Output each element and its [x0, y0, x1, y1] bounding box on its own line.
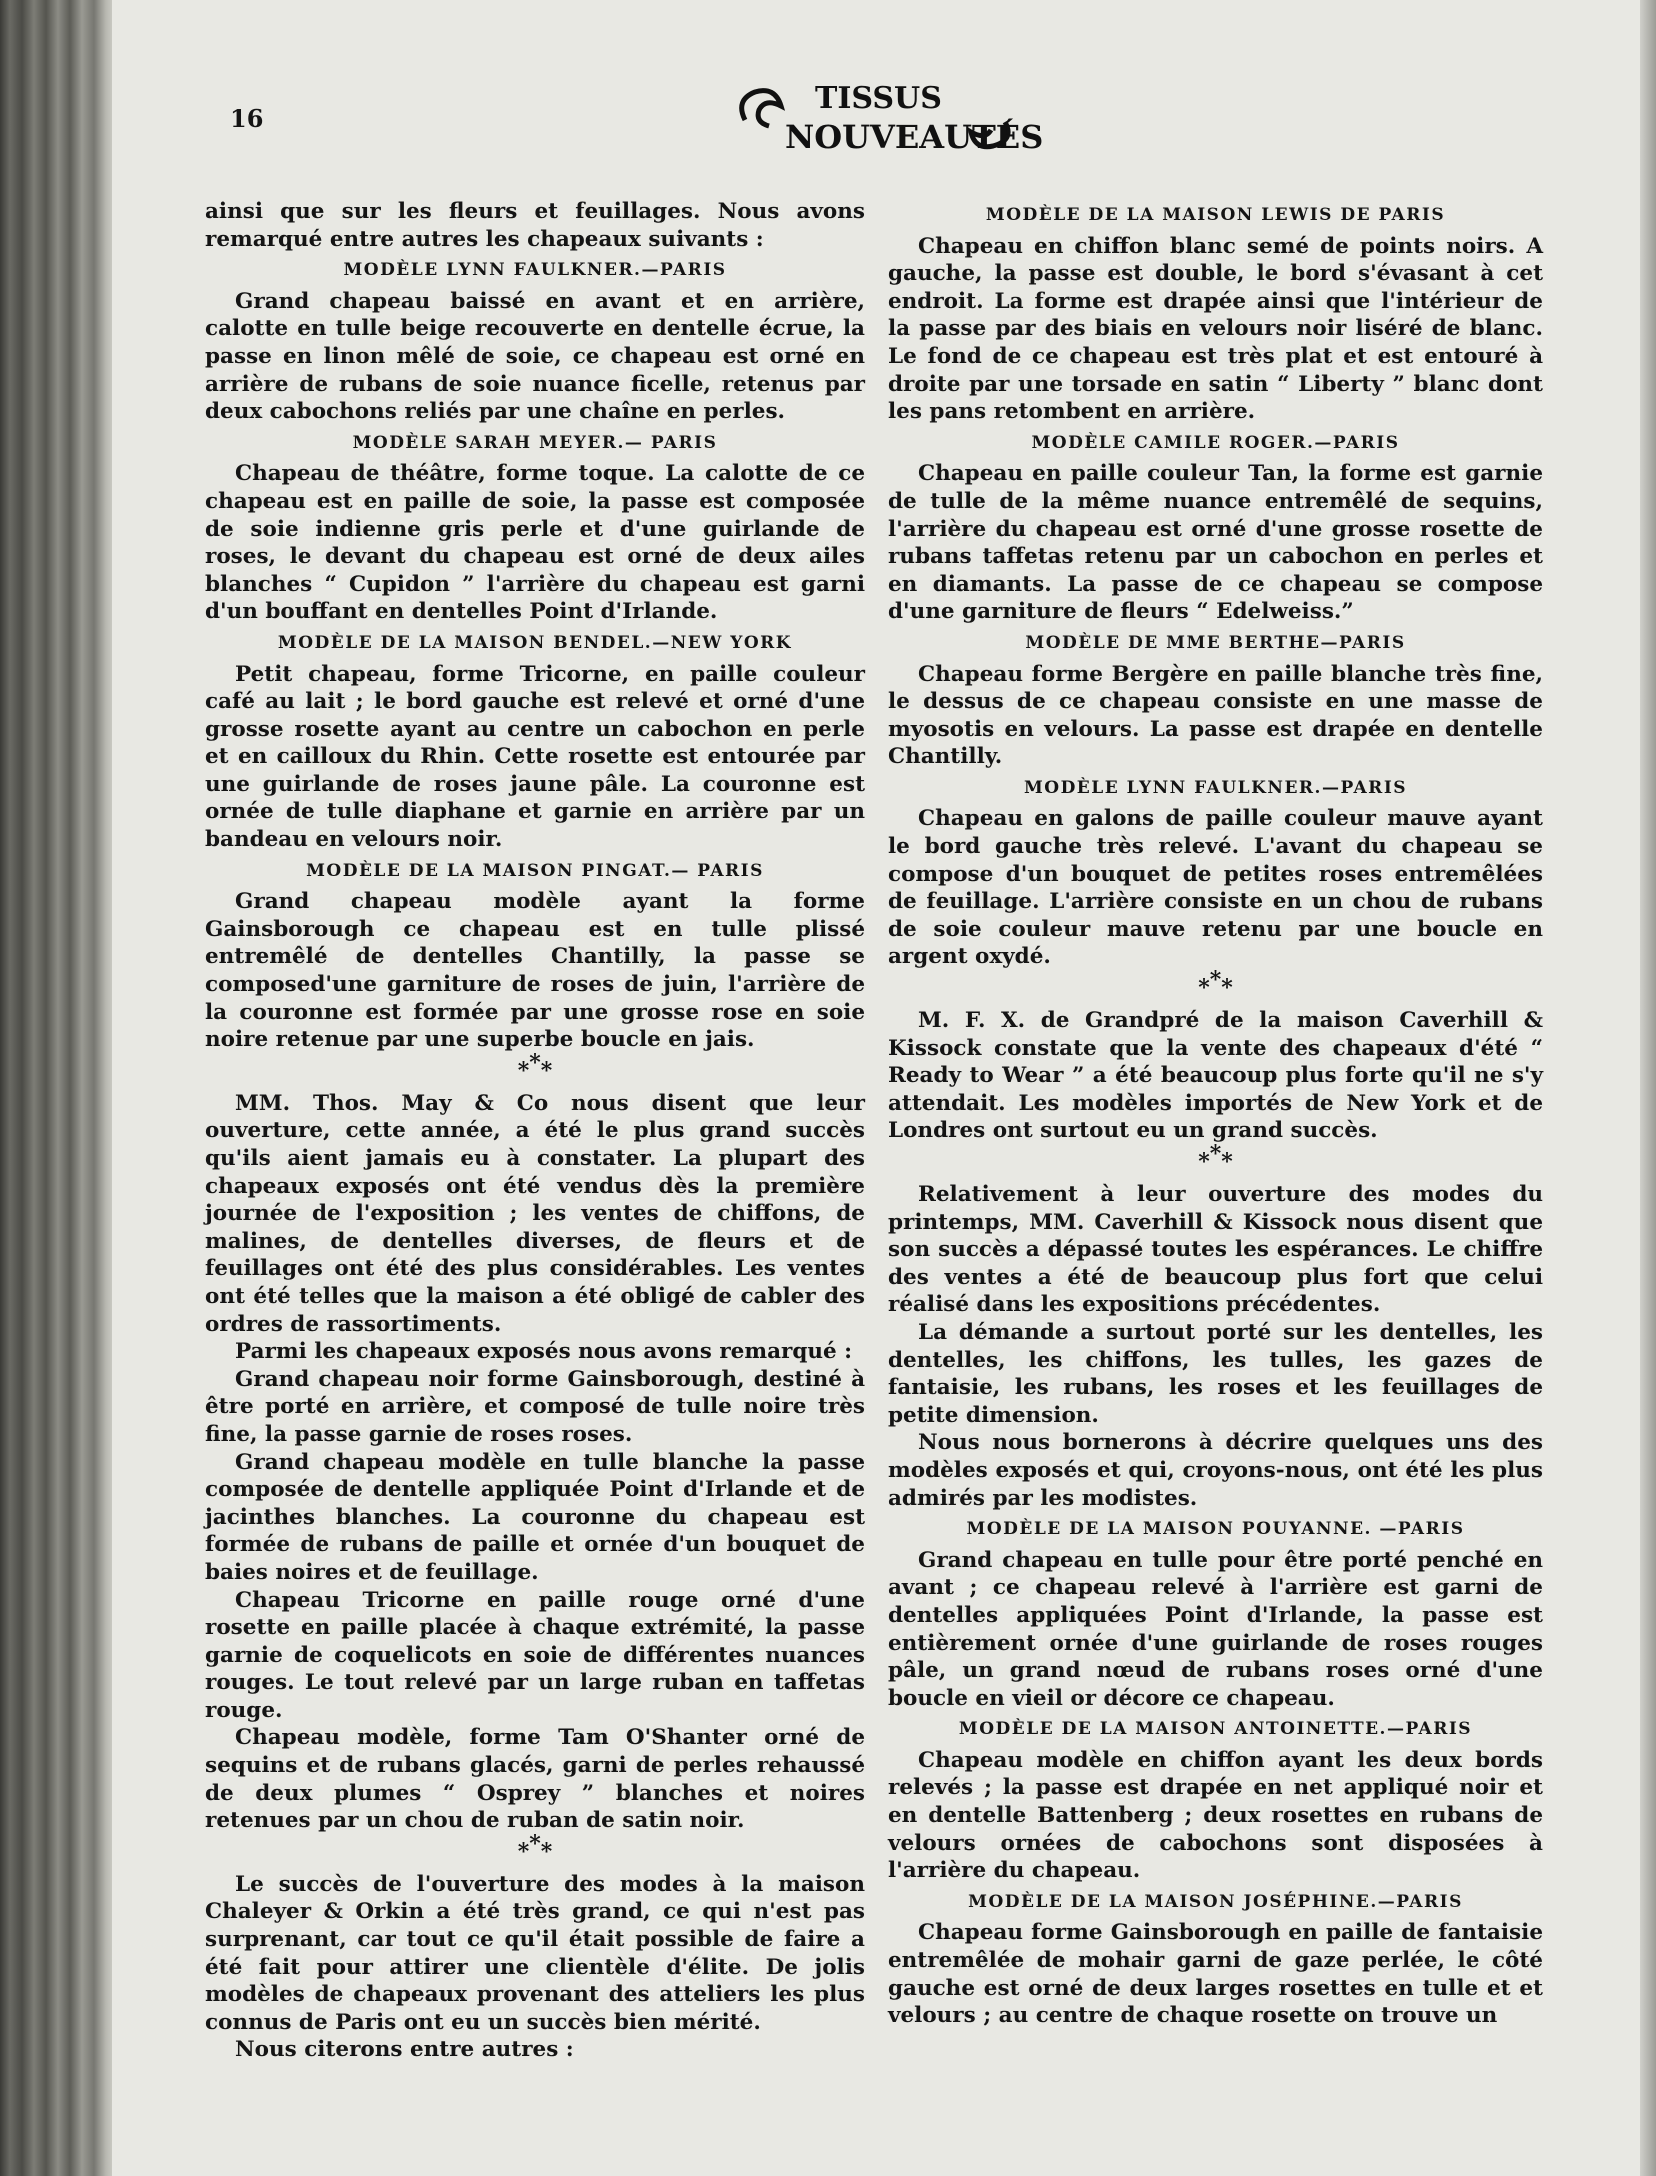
paragraph: Nous citerons entre autres : [235, 2037, 574, 2063]
model-heading: MODÈLE DE LA MAISON ANTOINETTE.—PARIS [958, 1719, 1473, 1740]
paragraph: La démande a surtout porté sur les dentelles, les dentelles, les chiffons, les tulles, les gazes de fantaisie, les rubans, les roses et les feuillages de petite dimension. [888, 1319, 1543, 1428]
paragraph: Chapeau en galons de paille couleur mauve ayant le bord gauche très relevé. L'avant du chapeau se compose d'un bouquet de petites roses entremêlées de feuillage. L'arrière consiste en un chou de rubans de soie couleur mauve retenu par une boucle en argent oxydé. [888, 806, 1543, 970]
paragraph: Chapeau modèle en chiffon ayant les deux bords relevés ; la passe est drapée en net appliqué noir et en dentelle Battenberg ; deux rosettes en rubans de velours ornées de cabochons sont disposées à l'arrière du chapeau. [888, 1747, 1543, 1884]
paragraph: MM. Thos. May & Co nous disent que leur ouverture, cette année, a été le plus grand succès qu'ils aient jamais eu à constater. La plupart des chapeaux exposés ont été vendus dès la première journée de l'exposition ; les ventes de chiffons, de malines, de dentelles diverses, de fleurs et de feuillages ont été des plus considérables. Les ventes ont été telles que la maison a été obligé de cabler des ordres de rassortiments. [205, 1090, 865, 1337]
paragraph: Chapeau en chiffon blanc semé de points noirs. A gauche, la passe est double, le bord s'évasant à cet endroit. La forme est drapée ainsi que l'intérieur de la passe par des biais en velours noir liséré de blanc. Le fond de ce chapeau est très plat et est entouré à droite par une torsade en satin “ Liberty ” blanc dont les pans retombent en arrière. [888, 233, 1543, 425]
paragraph: Petit chapeau, forme Tricorne, en paille couleur café au lait ; le bord gauche est relevé et orné d'une grosse rosette ayant au centre un cabochon en perle et en cailloux du Rhin. Cette rosette est entourée par une guirlande de roses jaune pâle. La couronne est ornée de tulle diaphane et garnie en arrière par un bandeau en velours noir. [205, 661, 865, 853]
model-heading: MODÈLE DE LA MAISON LEWIS DE PARIS [985, 205, 1446, 225]
paragraph: Grand chapeau noir forme Gainsborough, destiné à être porté en arrière, et composé de tulle noire très fine, la passe garnie de roses roses. [205, 1366, 865, 1447]
paragraph: Le succès de l'ouverture des modes à la maison Chaleyer & Orkin a été très grand, ce qui n'est pas surprenant, car tout ce qu'il était possible de faire a été fait pour attirer une clientèle d'élite. De jolis modèles de chapeaux provenant des atteliers les plus connus de Paris ont eu un succès bien mérité. [205, 1871, 865, 2035]
asterism-divider: *** [1198, 967, 1233, 1002]
model-heading: MODÈLE DE LA MAISON JOSÉPHINE.—PARIS [968, 1891, 1463, 1912]
paragraph: Grand chapeau modèle en tulle blanche la passe composée de dentelle appliquée Point d'Irlande et de jacinthes blanches. La couronne du chapeau est formée de rubans de paille et ornée d'un bouquet de baies noires et de feuillage. [205, 1449, 865, 1585]
paragraph: M. F. X. de Grandpré de la maison Caverhill & Kissock constate que la vente des chapeaux d'été “ Ready to Wear ” a été beaucoup plus forte qu'il ne s'y attendait. Les modèles importés de New York et de Londres ont surtout eu un grand succès. [888, 1008, 1543, 1144]
paragraph: Chapeau en paille couleur Tan, la forme est garnie de tulle de la même nuance entremêlé de sequins, l'arrière du chapeau est orné d'une grosse rosette de rubans taffetas retenu par un cabochon en perles et en diamants. La passe de ce chapeau se compose d'une garniture de fleurs “ Edelweiss.” [888, 461, 1543, 625]
paragraph: Chapeau forme Gainsborough en paille de fantaisie entremêlée de mohair garni de gaze perlée, le côté gauche est orné de deux larges rosettes en tulle et et velours ; au centre de chaque rosette on trouve un [888, 1920, 1543, 2029]
masthead-logo [735, 70, 1044, 160]
paragraph: Chapeau modèle, forme Tam O'Shanter orné de sequins et de rubans glacés, garni de perles rehaussé de deux plumes “ Osprey ” blanches et noires retenues par un chou de ruban de satin noir. [205, 1725, 865, 1834]
model-heading: MODÈLE DE MME BERTHE—PARIS [1025, 632, 1406, 653]
asterism-divider: *** [1198, 1141, 1233, 1175]
left-column [205, 198, 865, 2064]
page-number: 16 [230, 104, 264, 133]
model-heading: MODÈLE CAMILE ROGER.—PARIS [1031, 432, 1400, 453]
paragraph: Grand chapeau modèle ayant la forme Gainsborough ce chapeau est en tulle plissé entremêlé de dentelles Chantilly, la passe se composed'une garniture de roses de juin, l'arrière de la couronne est formée par une grosse rose en soie noire retenue par une superbe boucle en jais. [205, 889, 865, 1053]
asterism-divider: *** [517, 1049, 553, 1084]
page-edge [1640, 0, 1656, 2176]
model-heading: MODÈLE LYNN FAULKNER.—PARIS [343, 260, 727, 281]
paragraph: Grand chapeau baissé en avant et en arrière, calotte en tulle beige recouverte en dentelle écrue, la passe en linon mêlé de soie, ce chapeau est orné en arrière de rubans de soie nuance ficelle, retenus par deux cabochons reliés par une chaîne en perles. [205, 288, 865, 425]
masthead-line2: NOUVEAUTÉS [785, 118, 1044, 156]
model-heading: MODÈLE LYNN FAULKNER.—PARIS [1023, 777, 1408, 798]
paragraph: Grand chapeau en tulle pour être porté penché en avant ; ce chapeau relevé à l'arrière est garni de dentelles appliquées Point d'Irlande, la passe est entièrement ornée d'une guirlande de roses rouges pâle, un grand nœud de rubans roses orné d'une boucle en vieil or décore ce chapeau. [888, 1547, 1543, 1711]
paragraph: Parmi les chapeaux exposés nous avons remarqué : [235, 1339, 853, 1365]
model-heading: MODÈLE SARAH MEYER.— PARIS [352, 432, 718, 453]
paragraph: ainsi que sur les fleurs et feuillages. Nous avons remarqué entre autres les chapeaux suivants : [205, 199, 865, 252]
paragraph: Relativement à leur ouverture des modes du printemps, MM. Caverhill & Kissock nous disent que son succès a dépassé toutes les espérances. Le chiffre des ventes a été de beaucoup plus fort que celui réalisé dans les expositions précédentes. [888, 1182, 1543, 1318]
model-heading: MODÈLE DE LA MAISON POUYANNE. —PARIS [966, 1519, 1465, 1540]
asterism-divider: *** [517, 1830, 553, 1865]
model-heading: MODÈLE DE LA MAISON BENDEL.—NEW YORK [277, 632, 793, 653]
paragraph: Nous nous bornerons à décrire quelques uns des modèles exposés et qui, croyons-nous, ont été les plus admirés par les modistes. [888, 1430, 1543, 1511]
model-heading: MODÈLE DE LA MAISON PINGAT.— PARIS [306, 860, 764, 881]
paragraph: Chapeau Tricorne en paille rouge orné d'une rosette en paille placée à chaque extrémité, la passe garnie de coquelicots en soie de différentes nuances rouges. Le tout relevé par un large ruban en taffetas rouge. [205, 1587, 865, 1723]
book-spine [0, 0, 112, 2176]
masthead-line1: TISSUS [815, 81, 942, 116]
paragraph: Chapeau de théâtre, forme toque. La calotte de ce chapeau est en paille de soie, la passe est composée de soie indienne gris perle et d'une guirlande de roses, le devant du chapeau est orné de deux ailes blanches “ Cupidon ” l'arrière du chapeau est garni d'un bouffant en dentelles Point d'Irlande. [205, 461, 865, 625]
paragraph: Chapeau forme Bergère en paille blanche très fine, le dessus de ce chapeau consiste en une masse de myosotis en velours. La passe est drapée en dentelle Chantilly. [888, 661, 1543, 770]
right-column [888, 198, 1543, 2030]
